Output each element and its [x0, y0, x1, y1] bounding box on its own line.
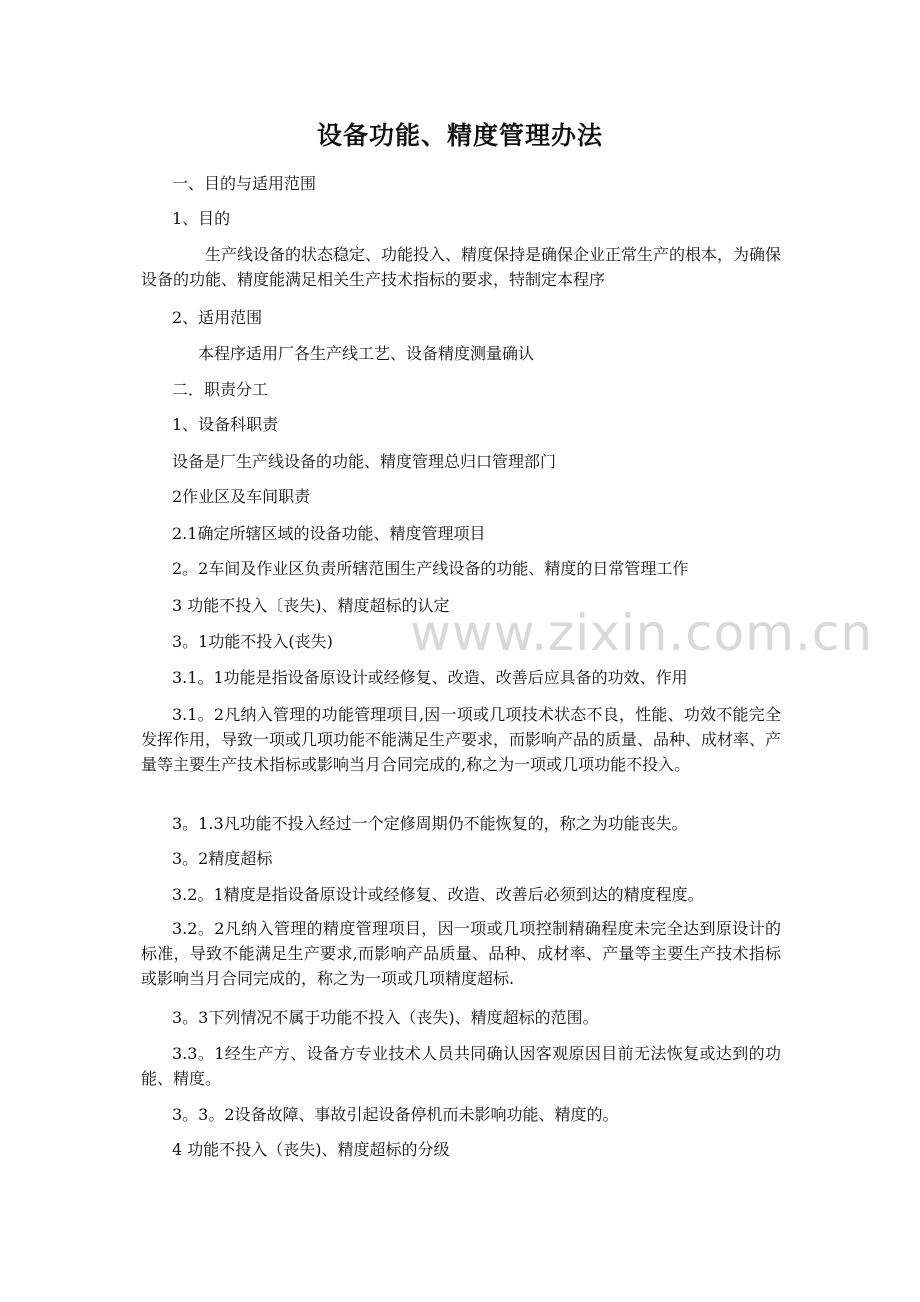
clause: 2.1确定所辖区域的设备功能、精度管理项目: [172, 524, 486, 543]
clause: 3.3。1经生产方、设备方专业技术人员共同确认因客观原因目前无法恢复或达到的功能、精度。: [141, 1044, 781, 1088]
clause: 3。3。2设备故障、事故引起设备停机而未影响功能、精度的。: [172, 1105, 619, 1124]
paragraph: 本程序适用厂各生产线工艺、设备精度测量确认: [198, 344, 535, 363]
subsection-heading: 3。3下列情况不属于功能不投入（丧失)、精度超标的范围。: [172, 1008, 599, 1027]
clause: 2。2车间及作业区负责所辖范围生产线设备的功能、精度的日常管理工作: [172, 559, 689, 578]
document-title: 设备功能、精度管理办法: [316, 121, 603, 150]
subsection-heading: 3。1功能不投入(丧失): [172, 632, 333, 651]
subsection-heading: 1、目的: [172, 209, 231, 228]
clause: 3.1。2凡纳入管理的功能管理项目,因一项或几项技术状态不良，性能、功效不能完全发挥作用，导致一项或几项功能不能满足生产要求，而影响产品的质量、品种、成材率、产量等主要生产技术指标或影响当月合同完成的,称之为一项或几项功能不投入。: [141, 705, 782, 774]
subsection-heading: 3。2精度超标: [172, 849, 273, 868]
section-heading: 3 功能不投入〔丧失)、精度超标的认定: [172, 596, 450, 615]
clause: 3.2。1精度是指设备原设计或经修复、改造、改善后必须到达的精度程度。: [172, 885, 704, 904]
clause: 3.1。1功能是指设备原设计或经修复、改造、改善后应具备的功效、作用: [172, 668, 688, 687]
paragraph: 设备是厂生产线设备的功能、精度管理总归口管理部门: [172, 452, 557, 471]
subsection-heading: 2、适用范围: [172, 308, 263, 327]
section-heading: 二．职责分工: [172, 380, 269, 399]
subsection-heading: 1、设备科职责: [172, 415, 279, 434]
section-heading: 一、目的与适用范围: [172, 174, 317, 193]
section-heading: 4 功能不投入（丧失)、精度超标的分级: [172, 1140, 450, 1159]
watermark: www.zixin.com.cn: [410, 604, 874, 662]
paragraph: 生产线设备的状态稳定、功能投入、精度保持是确保企业正常生产的根本，为确保设备的功能、精度能满足相关生产技术指标的要求，特制定本程序: [141, 245, 782, 289]
clause: 3。1.3凡功能不投入经过一个定修周期仍不能恢复的，称之为功能丧失。: [172, 814, 688, 833]
clause: 3.2。2凡纳入管理的精度管理项目，因一项或几项控制精确程度未完全达到原设计的标准，导致不能满足生产要求,而影响产品质量、品种、成材率、产量等主要生产技术指标或影响当月合同完成的，称之为一项或几项精度超标.: [141, 919, 781, 988]
subsection-heading: 2作业区及车间职责: [172, 487, 311, 506]
